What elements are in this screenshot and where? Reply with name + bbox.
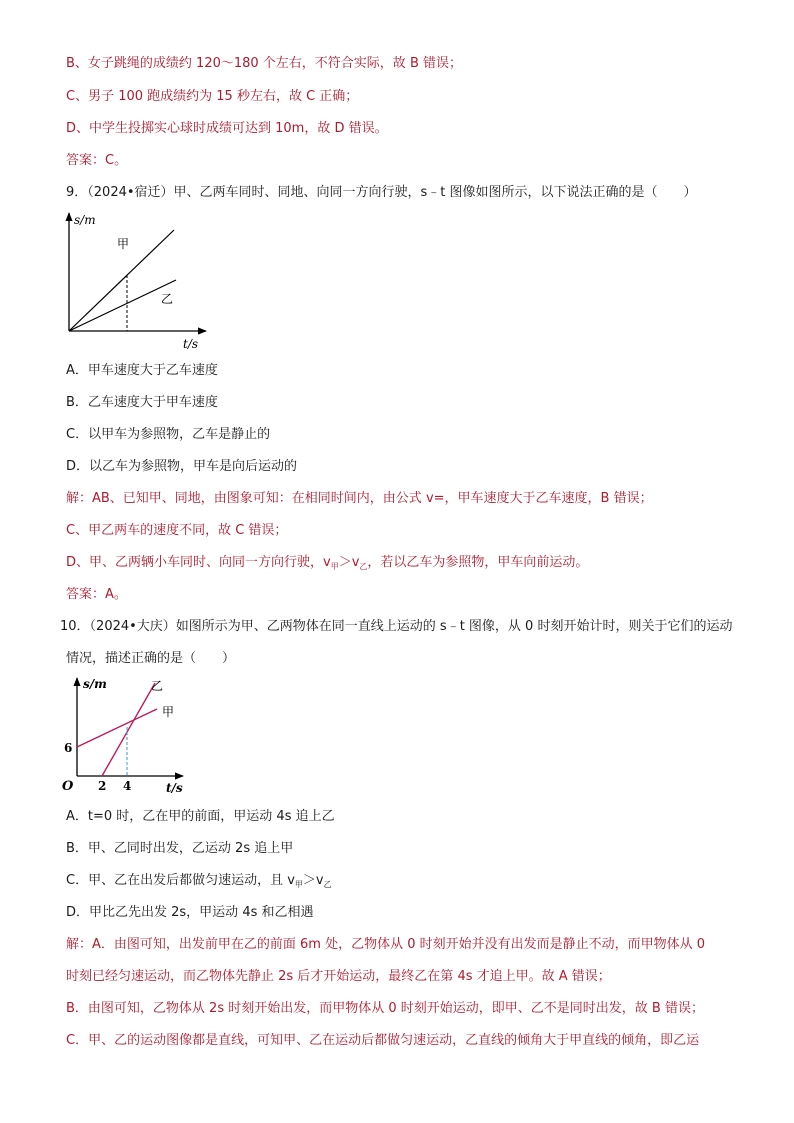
- q9-line-yi: [69, 280, 176, 331]
- prev-solution-line-c: C、男子 100 跑成绩约为 15 秒左右，故 C 正确；: [66, 89, 359, 104]
- q10-solution-line4: C．甲、乙的运动图像都是直线，可知甲、乙在运动后都做匀速运动，乙直线的倾角大于甲直线的倾角，即乙运: [66, 1033, 700, 1048]
- q9-label-yi: 乙: [161, 292, 174, 306]
- q10-solution-line1: 解：A．由图可知，出发前甲在乙的前面 6m 处，乙物体从 0 时刻开始并没有出发而是静止不动，而甲物体从 0: [66, 937, 706, 952]
- q10-label-yi: 乙: [151, 679, 164, 693]
- q9-x-label: t/s: [183, 337, 199, 351]
- prev-solution-line-d: D、中学生投掷实心球时成绩可达到 10m，故 D 错误。: [66, 121, 388, 136]
- q9-solution-d: [66, 554, 588, 573]
- q9-solution-d-part3: ，若以乙车为参照物，甲车向前运动。: [367, 555, 589, 570]
- q10-option-c-part2: ＞v: [302, 873, 324, 888]
- q10-y-tick-6: 6: [64, 741, 73, 755]
- q10-option-a[interactable]: A．t=0 时，乙在甲的前面，甲运动 4s 追上乙: [66, 809, 335, 824]
- q10-y-label: s/m: [83, 677, 107, 691]
- q10-option-c[interactable]: [66, 872, 332, 891]
- q10-st-graph: [60, 674, 190, 800]
- q10-option-c-part1: C．甲、乙在出发后都做匀速运动，且 v: [66, 873, 295, 888]
- q10-label-jia: 甲: [162, 705, 175, 719]
- q10-x-tick-2: 2: [98, 779, 107, 793]
- q9-answer: 答案：A。: [66, 587, 127, 602]
- q10-option-b[interactable]: B．甲、乙同时出发，乙运动 2s 追上甲: [66, 841, 294, 856]
- q9-solution-d-part1: D、甲、乙两辆小车同时、向同一方向行驶，v: [66, 555, 331, 570]
- q10-line-jia: [77, 709, 157, 747]
- q9-solution-c: C、甲乙两车的速度不同，故 C 错误；: [66, 523, 288, 538]
- q10-sub-jia: 甲: [294, 880, 303, 889]
- q9-option-b[interactable]: B．乙车速度大于甲车速度: [66, 395, 218, 410]
- q9-sub-jia: 甲: [330, 562, 339, 571]
- q9-solution-ab: 解：AB、已知甲、同地，由图象可知：在相同时间内，由公式 v=，甲车速度大于乙车速度，B 错误；: [66, 491, 653, 506]
- q9-option-a[interactable]: A．甲车速度大于乙车速度: [66, 363, 218, 378]
- q10-option-d[interactable]: D．甲比乙先出发 2s，甲运动 4s 和乙相遇: [66, 905, 314, 920]
- q10-solution-line2: 时刻已经匀速运动，而乙物体先静止 2s 后才开始运动，最终乙在第 4s 才追上甲。故 A 错误；: [66, 969, 611, 984]
- q9-solution-d-part2: ＞v: [338, 555, 360, 570]
- q9-option-d[interactable]: D．以乙车为参照物，甲车是向后运动的: [66, 459, 298, 474]
- q9-y-label: s/m: [74, 213, 96, 227]
- q10-sub-yi: 乙: [323, 880, 332, 889]
- q9-option-c[interactable]: C．以甲车为参照物，乙车是静止的: [66, 427, 271, 442]
- prev-solution-line-b: B、女子跳绳的成绩约 120～180 个左右，不符合实际，故 B 错误；: [66, 56, 462, 71]
- prev-answer: 答案：C。: [66, 153, 128, 168]
- q9-sub-yi: 乙: [359, 562, 368, 571]
- q10-stem-line1: 10．（2024•大庆）如图所示为甲、乙两物体在同一直线上运动的 s﹣t 图像，从 0 时刻开始计时，则关于它们的运动: [60, 619, 733, 634]
- q10-solution-line3: B．由图可知，乙物体从 2s 时刻开始出发，而甲物体从 0 时刻开始运动，即甲、乙不是同时出发，故 B 错误；: [66, 1001, 704, 1016]
- q9-st-graph: [60, 208, 210, 350]
- q10-line-yi: [102, 683, 155, 776]
- q10-x-tick-4: 4: [123, 779, 132, 793]
- q10-stem-line2: 情况，描述正确的是（ ）: [66, 651, 236, 666]
- q10-origin: O: [62, 779, 74, 794]
- q9-stem: 9．（2024•宿迁）甲、乙两车同时、同地、向同一方向行驶，s﹣t 图像如图所示，以下说法正确的是（ ）: [66, 185, 697, 200]
- q9-label-jia: 甲: [117, 237, 130, 251]
- q10-x-label: t/s: [166, 781, 183, 795]
